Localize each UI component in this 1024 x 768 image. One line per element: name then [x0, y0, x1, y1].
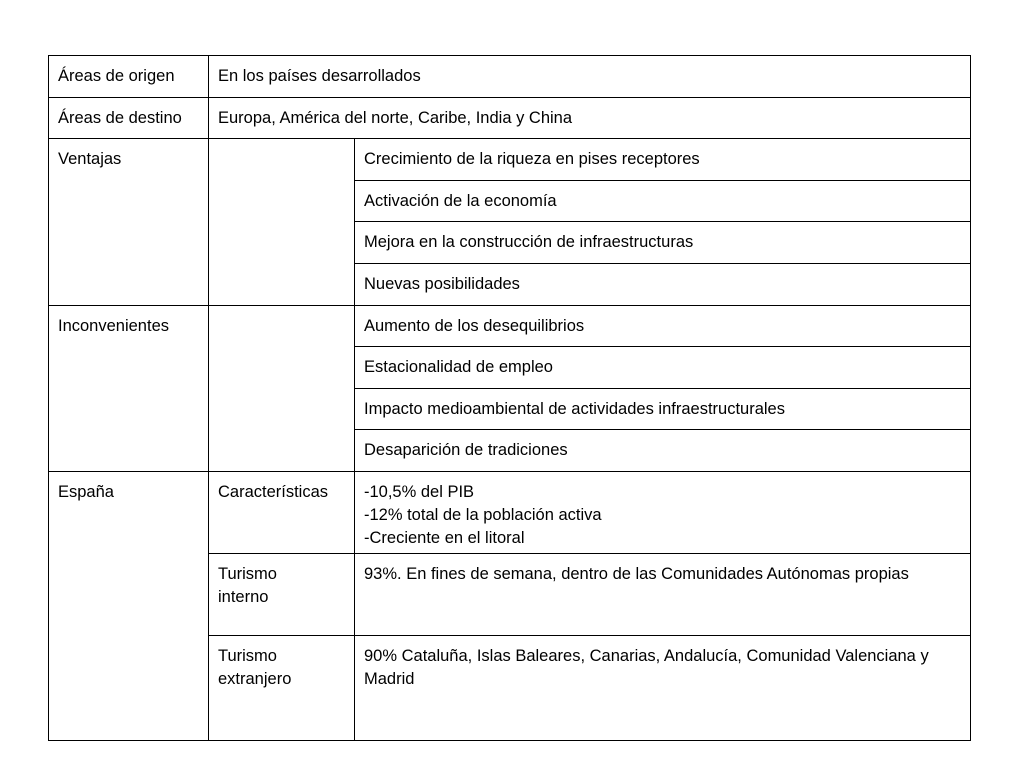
turismo-extranjero-label-line: Turismo	[218, 646, 277, 665]
table-row-caracteristicas	[49, 471, 971, 553]
caracteristicas-line: -12% total de la población activa	[364, 505, 602, 524]
origen-label: Áreas de origen	[49, 56, 209, 98]
table-row-ventajas	[49, 139, 971, 181]
ventajas-item: Mejora en la construcción de infraestructuras	[355, 222, 971, 264]
destino-value: Europa, América del norte, Caribe, India y China	[209, 97, 971, 139]
turismo-extranjero-value: 90% Cataluña, Islas Baleares, Canarias, Andalucía, Comunidad Valenciana y Madrid	[355, 635, 971, 740]
table-row-destino	[49, 97, 971, 139]
turismo-interno-label-line: interno	[218, 587, 269, 606]
inconvenientes-item: Impacto medioambiental de actividades infraestructurales	[355, 388, 971, 430]
turismo-extranjero-label	[209, 635, 355, 740]
origen-value: En los países desarrollados	[209, 56, 971, 98]
destino-label: Áreas de destino	[49, 97, 209, 139]
inconvenientes-label: Inconvenientes	[49, 305, 209, 471]
espana-label: España	[49, 471, 209, 740]
caracteristicas-line: -10,5% del PIB	[364, 482, 475, 501]
inconvenientes-item: Aumento de los desequilibrios	[355, 305, 971, 347]
ventajas-item: Crecimiento de la riqueza en pises receptores	[355, 139, 971, 181]
turismo-interno-label	[209, 553, 355, 635]
caracteristicas-line: -Creciente en el litoral	[364, 528, 525, 547]
turismo-interno-value: 93%. En fines de semana, dentro de las Comunidades Autónomas propias	[355, 553, 971, 635]
caracteristicas-label: Características	[209, 471, 355, 553]
turismo-interno-label-line: Turismo	[218, 564, 277, 583]
inconvenientes-empty-cell	[209, 305, 355, 471]
ventajas-item: Activación de la economía	[355, 180, 971, 222]
caracteristicas-value	[355, 471, 971, 553]
inconvenientes-item: Estacionalidad de empleo	[355, 347, 971, 389]
ventajas-item: Nuevas posibilidades	[355, 263, 971, 305]
turismo-extranjero-label-line: extranjero	[218, 669, 292, 688]
ventajas-label: Ventajas	[49, 139, 209, 305]
table-row-origen	[49, 56, 971, 98]
inconvenientes-item: Desaparición de tradiciones	[355, 430, 971, 472]
tourism-table	[48, 55, 971, 741]
ventajas-empty-cell	[209, 139, 355, 305]
table-row-inconvenientes	[49, 305, 971, 347]
